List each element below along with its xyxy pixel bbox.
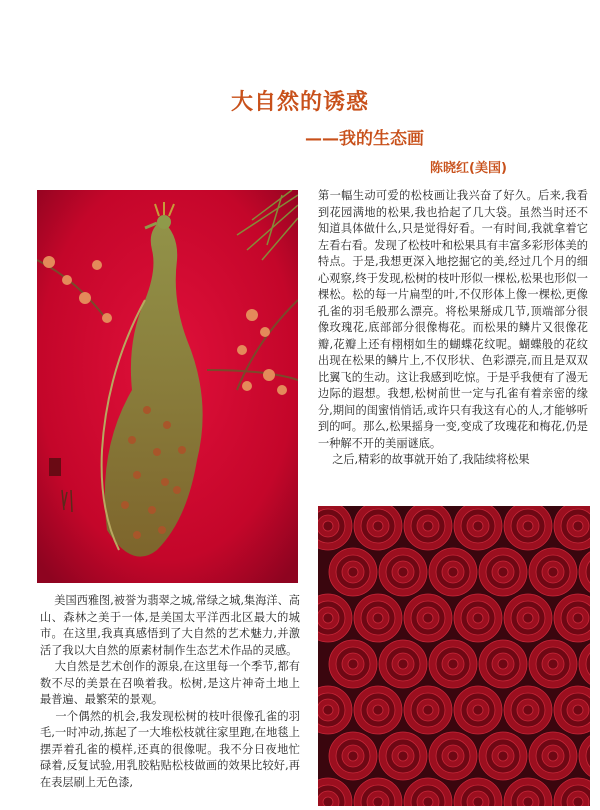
rose-petal-ring xyxy=(348,751,358,761)
rose-flower xyxy=(504,594,552,642)
rose-petal-ring xyxy=(398,659,408,669)
rose-flower xyxy=(454,594,502,642)
rose-flower xyxy=(504,686,552,734)
rose-flower xyxy=(379,640,427,688)
rose-petal-ring xyxy=(523,613,533,623)
rose-petal-ring xyxy=(398,751,408,761)
rose-petal-ring xyxy=(548,567,558,577)
rose-flower xyxy=(479,548,527,596)
peacock-artwork-drawing xyxy=(37,190,298,583)
rose-petal-ring xyxy=(373,613,383,623)
rose-flower xyxy=(329,548,377,596)
rose-flower xyxy=(354,594,402,642)
rose-petal-ring xyxy=(573,705,583,715)
rose-petal-ring xyxy=(448,751,458,761)
rose-flower xyxy=(404,594,452,642)
rose-petal-ring xyxy=(548,751,558,761)
rose-petal-ring xyxy=(323,705,333,715)
rose-flower xyxy=(379,732,427,780)
rose-petal-ring xyxy=(398,567,408,577)
rose-flower xyxy=(354,686,402,734)
rose-petal-ring xyxy=(473,797,483,806)
rose-petal-ring xyxy=(448,567,458,577)
rose-petal-ring xyxy=(423,613,433,623)
rose-flower xyxy=(479,640,527,688)
rose-petal-ring xyxy=(373,705,383,715)
rose-flower xyxy=(529,640,577,688)
roses-artwork-drawing xyxy=(318,506,590,806)
rose-flower xyxy=(479,732,527,780)
rose-petal-ring xyxy=(523,705,533,715)
rose-petal-ring xyxy=(573,797,583,806)
article-author: 陈晓红(美国) xyxy=(430,161,507,176)
article-body-left-column: 美国西雅图,被誉为翡翠之城,常绿之城,集海洋、高山、森林之美于一体,是美国太平洋西北区最大的城市。在这里,我真真感悟到了大自然的艺术魅力,并激活了我以大自然的原素材制作生态艺术作品的灵感。 大自然是艺术创作的源泉,在这里每一个季节,都有数不尽的美景在召唤着我。松树,是这片神奇土地上最普遍、最繁荣的景观。 一个偶然的机会,我发现松树的枝叶很像孔雀的羽毛,一时冲动,拣起了一大堆松枝就往家里跑,在地毯上摆弄着孔雀的模样,还真的很像呢。我不分日夜地忙碌着,反复试验,用乳胶粘贴松枝做画的效果比较好,再在表层刷上无色漆, xyxy=(40,594,300,789)
rose-petal-ring xyxy=(323,613,333,623)
rose-petal-ring xyxy=(573,613,583,623)
rose-petal-ring xyxy=(423,705,433,715)
rose-flower xyxy=(404,686,452,734)
roses-artwork-image xyxy=(318,506,590,806)
rose-flower xyxy=(329,732,377,780)
rose-petal-ring xyxy=(423,521,433,531)
rose-petal-ring xyxy=(473,521,483,531)
rose-flower xyxy=(379,548,427,596)
rose-petal-ring xyxy=(323,797,333,806)
rose-flower xyxy=(454,506,502,550)
rose-flower xyxy=(354,506,402,550)
rose-flower xyxy=(429,640,477,688)
rose-petal-ring xyxy=(523,797,533,806)
rose-flower xyxy=(504,506,552,550)
rose-flower xyxy=(429,732,477,780)
peacock-artwork-image xyxy=(37,190,298,583)
rose-petal-ring xyxy=(498,659,508,669)
rose-petal-ring xyxy=(348,567,358,577)
article-title: 大自然的诱惑 xyxy=(230,90,369,115)
rose-petal-ring xyxy=(573,521,583,531)
rose-petal-ring xyxy=(548,659,558,669)
rose-petal-ring xyxy=(423,797,433,806)
rose-petal-ring xyxy=(473,705,483,715)
rose-flower xyxy=(529,732,577,780)
rose-flower xyxy=(529,548,577,596)
rose-petal-ring xyxy=(373,521,383,531)
rose-petal-ring xyxy=(348,659,358,669)
rose-petal-ring xyxy=(498,567,508,577)
rose-petal-ring xyxy=(323,521,333,531)
rose-flower xyxy=(454,686,502,734)
rose-petal-ring xyxy=(498,751,508,761)
rose-petal-ring xyxy=(473,613,483,623)
rose-flower xyxy=(329,640,377,688)
article-subtitle: ——我的生态画 xyxy=(305,129,424,149)
rose-flower xyxy=(429,548,477,596)
rose-flower xyxy=(404,506,452,550)
article-body-right-column: 第一幅生动可爱的松枝画让我兴奋了好久。后来,我看到花园满地的松果,我也拾起了几大袋。虽然当时还不知道具体做什么,只是觉得好看。一有时间,我就拿着它左看右看。发现了松枝叶和松果具有丰富多彩形体美的特点。于是,我想更深入地挖掘它的美,经过几个月的细心观察,终于发现,松树的枝叶形似一棵松,松果也形似一棵松。松的每一片扁型的叶,不仅形体上像一棵松,更像孔雀的羽毛般那么漂亮。将松果掰成几节,顶端部分很像玫瑰花,底部部分很像梅花。而松果的鳞片又很像花瓣,花瓣上还有栩栩如生的蝴蝶花纹呢。蝴蝶般的花纹出现在松果的鳞片上,不仅形状、色彩漂亮,而且是双双比翼飞的生动。这让我感到吃惊。于是乎我便有了漫无边际的遐想。我想,松树前世一定与孔雀有着亲密的缘分,期间的闺蜜悄悄话,或许只有我这有心的人,才能够听到的呵。那么,松果摇身一变,变成了玫瑰花和梅花,仍是一种解不开的美丽谜底。 之后,精彩的故事就开始了,我陆续将松果 xyxy=(318,189,588,466)
rose-petal-ring xyxy=(523,521,533,531)
rose-petal-ring xyxy=(448,659,458,669)
rose-petal-ring xyxy=(373,797,383,806)
